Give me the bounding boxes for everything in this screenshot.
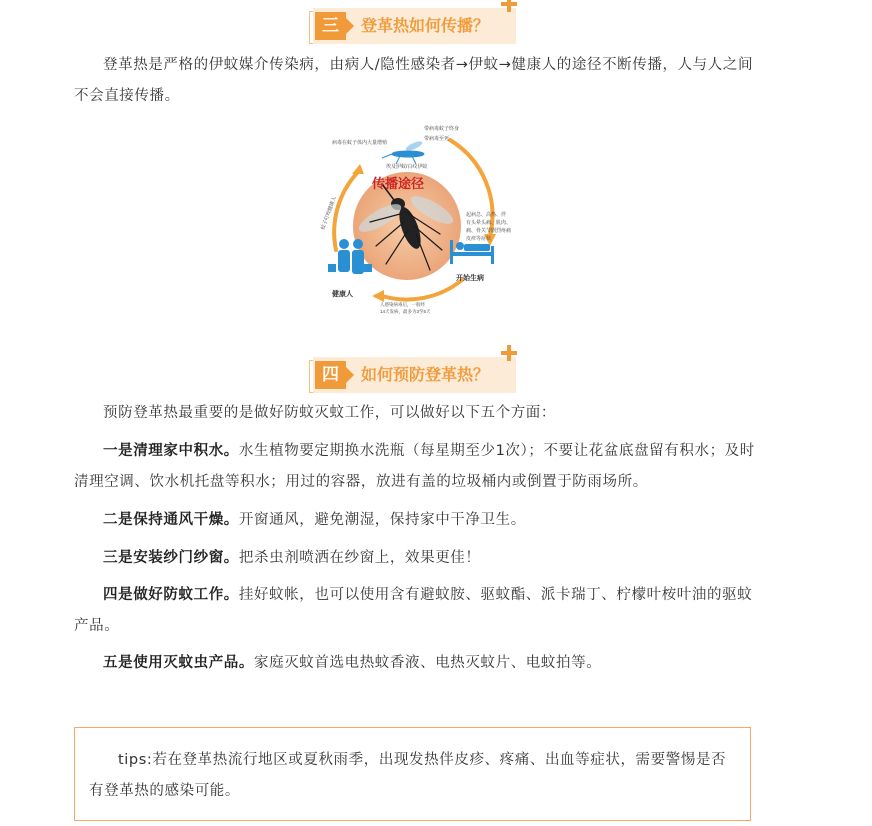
- label-top-left: 病毒在蚊子体内大量增殖: [332, 140, 388, 146]
- tips-text: tips:若在登革热流行地区或夏秋雨季，出现发热伴皮疹、疼痛、出血等症状，需要警惕是否有登革热的感染可能。: [89, 752, 727, 799]
- label-bottom-1: 人感染病毒后，一般经: [380, 302, 425, 307]
- item-bold: 三是安装纱门纱窗。: [103, 550, 239, 566]
- section-heading-prevention: [309, 357, 521, 393]
- diagram-title: 传播途径: [372, 176, 425, 191]
- section-heading-transmission: [309, 8, 521, 44]
- heading-number: 三: [315, 12, 346, 40]
- item-text: 开窗通风，避免潮湿，保持家中干净卫生。: [238, 512, 526, 528]
- heading-arrow-icon: [346, 18, 354, 34]
- item-bold: 四是做好防蚊工作。: [103, 587, 239, 603]
- label-top-right-1: 带病毒蚊子终身: [424, 126, 460, 132]
- label-mosquito: 埃及伊蚊/白纹伊蚊: [386, 164, 428, 170]
- label-right-4: 皮疹等症状: [466, 236, 492, 242]
- label-left: 蚊子叮咬健康人: [320, 195, 338, 231]
- transmission-diagram: [300, 118, 550, 316]
- prevention-item-1: [74, 436, 764, 498]
- item-bold: 一是清理家中积水。: [103, 443, 239, 459]
- label-sick: 开始生病: [456, 275, 484, 282]
- heading-title: 如何预防登革热？: [361, 365, 490, 384]
- prevention-item-3: [74, 543, 764, 574]
- label-bottom-2: 14天发病，最多为3至5天: [380, 309, 431, 314]
- item-text: 挂好蚊帐，也可以使用含有避蚊胺、驱蚊酯、派卡瑞丁、柠檬叶桉叶油的驱蚊产品。: [74, 587, 753, 634]
- item-text: 把杀虫剂喷洒在纱窗上，效果更佳！: [238, 550, 481, 566]
- item-text: 水生植物要定期换水洗瓶（每星期至少1次）；不要让花盆底盘留有积水；及时清理空调、饮水机托盘等积水；用过的容器，放进有盖的垃圾桶内或倒置于防雨场所。: [74, 443, 755, 490]
- plus-decoration-icon: [501, 345, 517, 361]
- label-healthy: 健康人: [332, 291, 353, 298]
- heading-arrow-icon: [346, 367, 354, 383]
- item-bold: 五是使用灭蚊虫产品。: [103, 655, 254, 671]
- prevention-intro: 预防登革热最重要的是做好防蚊灭蚊工作，可以做好以下五个方面：: [103, 405, 556, 421]
- item-text: 家庭灭蚊首选电热蚊香液、电热灭蚊片、电蚊拍等。: [254, 655, 602, 671]
- label-right-2: 有头晕头痛、肌肉、: [466, 220, 512, 226]
- heading-number: 四: [315, 361, 346, 389]
- plus-decoration-icon: [501, 0, 517, 12]
- prevention-item-2: [74, 505, 764, 536]
- heading-title: 登革热如何传播？: [361, 16, 490, 35]
- item-bold: 二是保持通风干燥。: [103, 512, 239, 528]
- label-right-3: 痛、骨关节剧烈疼痛: [466, 228, 512, 234]
- label-top-right-2: 带病毒至死: [424, 136, 450, 142]
- prevention-item-5: [74, 648, 764, 679]
- label-right-1: 起病急、高热、伴: [466, 212, 507, 218]
- transmission-paragraph: 登革热是严格的伊蚊媒介传染病，由病人/隐性感染者→伊蚊→健康人的途径不断传播，人与人之间不会直接传播。: [74, 57, 754, 104]
- prevention-item-4: [74, 580, 764, 642]
- small-mosquito-icon: [382, 139, 424, 164]
- tips-box: [74, 727, 751, 821]
